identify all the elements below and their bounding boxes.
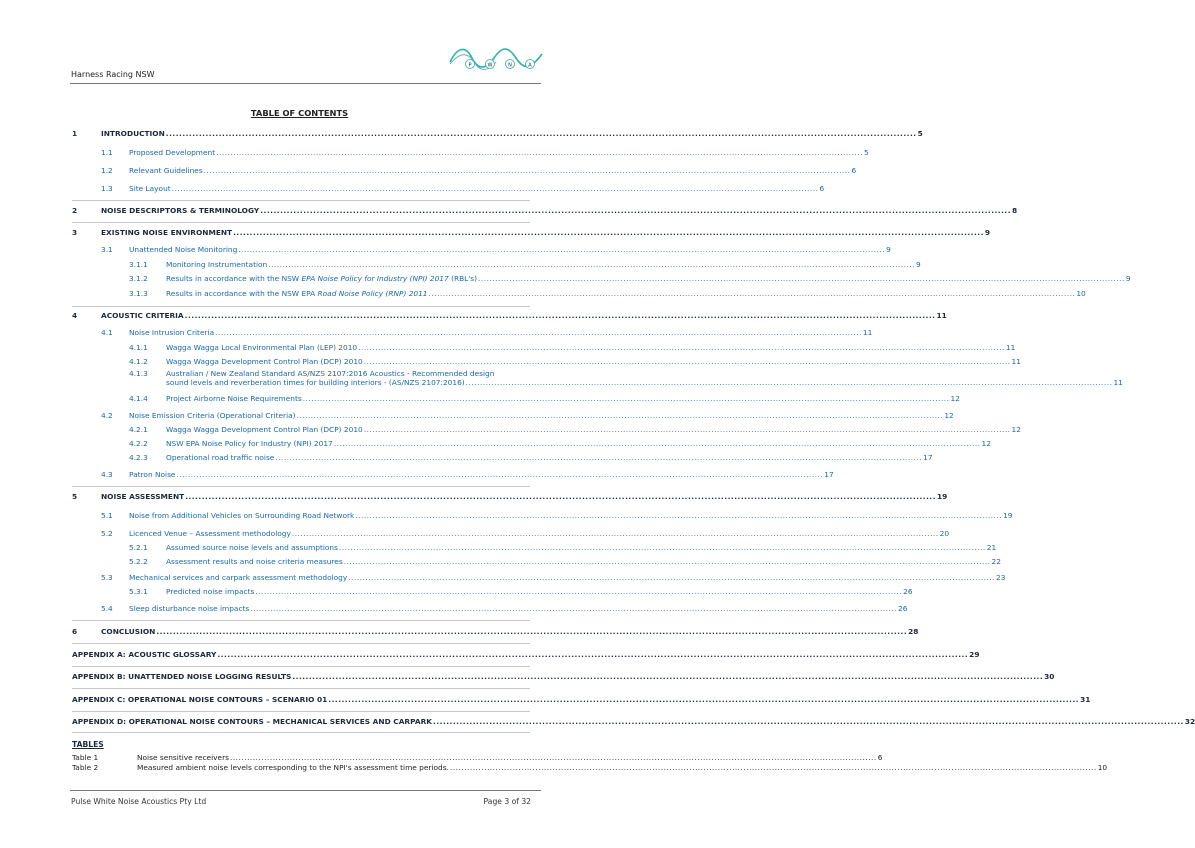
toc-entry-5-2-1[interactable] [72,543,997,552]
toc-entry-page: 26 [898,604,908,613]
toc-entry-title: Wagga Wagga Development Control Plan (DCP) 2010 [166,425,363,434]
toc-entry-appendix-a[interactable] [72,650,980,659]
toc-leader [217,650,968,659]
toc-entry-page: 21 [986,543,997,552]
toc-entry-title: NSW EPA Noise Policy for Industry (NPI) 2017 [166,439,333,448]
toc-entry-page: 28 [908,627,919,636]
toc-leader [358,343,1005,352]
section-divider [72,643,530,644]
logo-letter-p: P [468,62,472,69]
toc-entry-number: 4.1.2 [129,357,148,366]
toc-entry-page: 11 [936,311,947,320]
toc-entry-page: 19 [937,492,948,501]
toc-entry-3-1[interactable] [72,245,891,254]
toc-entry-title: Patron Noise [129,470,176,479]
toc-entry-title: INTRODUCTION [101,129,165,138]
toc-entry-title: Unattended Noise Monitoring [129,245,238,254]
toc-entry-page: 29 [969,650,980,659]
toc-entry-page: 17 [923,453,933,462]
table-title: Noise sensitive receivers [137,753,229,762]
toc-leader [238,245,885,254]
toc-leader [364,357,1011,366]
toc-entry-title: EXISTING NOISE ENVIRONMENT [101,228,233,237]
toc-entry-page: 6 [851,166,857,175]
toc-entry-5[interactable] [72,492,948,501]
table-label: Table 1 [72,753,99,762]
toc-entry-1[interactable] [72,129,923,138]
toc-entry-number: 2 [72,206,78,215]
toc-entry-title: Proposed Development [129,148,216,157]
toc-entry-number: 6 [72,627,78,636]
client-name: Harness Racing NSW [71,70,155,79]
toc-entry-title: Sleep disturbance noise impacts [129,604,250,613]
toc-entry-number: 1.3 [101,184,113,193]
toc-entry-number: 3.1.3 [129,289,148,298]
toc-entry-4-2-3[interactable] [72,453,933,462]
toc-entry-page: 11 [862,328,873,337]
title-line-2-row [166,378,1123,387]
toc-entry-page: 23 [996,573,1006,582]
tables-heading: TABLES [72,740,104,749]
toc-entry-1-3[interactable] [72,184,825,193]
toc-leader [450,763,1097,772]
toc-entry-page: 9 [886,245,891,254]
toc-entry-number: 4.2.3 [129,453,148,462]
toc-entry-number: 3 [72,228,78,237]
toc-entry-page: 22 [991,557,1001,566]
toc-entry-number: 5.4 [101,604,113,613]
toc-entry-number: 4.1.4 [129,394,148,403]
toc-leader [334,439,981,448]
table-title: Measured ambient noise levels corresponding to the NPI's assessment time periods. [137,763,449,772]
toc-entry-4-1[interactable] [72,328,873,337]
toc-entry-page: 17 [824,470,834,479]
toc-entry-number: 1.2 [101,166,113,175]
toc-entry-1-1[interactable] [72,148,869,157]
toc-entry-4-1-1[interactable] [72,343,1016,352]
toc-entry-title: APPENDIX C: OPERATIONAL NOISE CONTOURS – SCENARIO 01 [72,695,328,704]
toc-entry-4-1-2[interactable] [72,357,1021,366]
toc-entry-page: 11 [1011,357,1021,366]
toc-entry-page: 5 [863,148,869,157]
logo-letter-a: A [528,62,532,69]
toc-entry-page: 31 [1080,695,1091,704]
toc-entry-1-2[interactable] [72,166,857,175]
toc-leader [185,311,936,320]
toc-entry-title: ACOUSTIC CRITERIA [101,311,184,320]
toc-entry-4-2[interactable] [72,411,954,420]
toc-leader [275,453,922,462]
toc-entry-page: 12 [1011,425,1021,434]
toc-leader [185,492,936,501]
toc-entry-number: 4.1.3 [129,369,148,378]
toc-entry-title: Project Airborne Noise Requirements [166,394,302,403]
toc-entry-number: 3.1.1 [129,260,148,269]
toc-leader [292,672,1043,681]
toc-entry-title: Site Layout [129,184,171,193]
section-divider [72,732,530,733]
toc-entry-appendix-b[interactable] [72,672,1055,681]
toc-entry-page: 12 [950,394,960,403]
logo-letter-n: N [508,62,512,69]
toc-entry-title: Noise Emission Criteria (Operational Criteria) [129,411,296,420]
toc-leader [348,573,995,582]
toc-entry-3-1-1[interactable] [72,260,921,269]
title-emphasis: EPA Noise Policy for Industry (NPI) 2017 [301,274,449,283]
toc-entry-5-3[interactable] [72,573,1006,582]
toc-leader [292,529,939,538]
toc-entry-title: Predicted noise impacts [166,587,255,596]
toc-leader [255,587,902,596]
toc-entry-page: 11 [1005,343,1016,352]
toc-entry-title: APPENDIX D: OPERATIONAL NOISE CONTOURS – MECHANICAL SERVICES AND CARPARK [72,717,433,726]
toc-entry-number: 4.3 [101,470,113,479]
toc-entry-title: Monitoring Instrumentation [166,260,268,269]
toc-entry-5-2[interactable] [72,529,950,538]
toc-leader [204,166,851,175]
toc-entry-title: Licenced Venue – Assessment methodology [129,529,291,538]
toc-entry-appendix-d[interactable] [72,717,1195,726]
footer-divider [70,790,541,791]
toc-entry-4[interactable] [72,311,947,320]
toc-entry-3-1-3[interactable] [72,289,1086,298]
toc-entry-title: NOISE ASSESSMENT [101,492,185,501]
toc-entry-page: 11 [1113,378,1123,387]
section-divider [72,222,530,223]
toc-entry-title: CONCLUSION [101,627,156,636]
toc-entry-number: 5.3.1 [129,587,148,596]
toc-entry-number: 5.3 [101,573,113,582]
title-emphasis: Road Noise Policy (RNP) 2011 [317,289,428,298]
toc-leader [215,328,862,337]
title-line-1: Australian / New Zealand Standard AS/NZS 2107:2016 Acoustics - Recommended design [166,369,495,378]
toc-entry-page: 12 [981,439,991,448]
logo-letter-w: W [487,62,493,69]
toc-leader [230,753,877,762]
toc-entry-title: Assumed source noise levels and assumptions [166,543,338,552]
footer-company: Pulse White Noise Acoustics Pty Ltd [71,797,207,806]
toc-entry-2[interactable] [72,206,1018,215]
title-text: Results in accordance with the NSW EPA [166,289,318,298]
toc-entry-number: 1 [72,129,78,138]
toc-entry-title: Wagga Wagga Development Control Plan (DCP) 2010 [166,357,363,366]
toc-entry-4-2-1[interactable] [72,425,1021,434]
pwna-logo [448,42,544,72]
toc-leader [260,206,1011,215]
section-divider [72,711,530,712]
toc-entry-number: 4.2 [101,411,113,420]
toc-entry-number: 5.2.1 [129,543,148,552]
header-divider [70,83,541,84]
toc-leader [216,148,863,157]
toc-entry-number: 3.1.2 [129,274,148,283]
toc-entry-title: Noise Intrusion Criteria [129,328,215,337]
toc-title: TABLE OF CONTENTS [250,108,349,118]
toc-entry-4-1-4[interactable] [72,394,960,403]
toc-entry-title: NOISE DESCRIPTORS & TERMINOLOGY [101,206,260,215]
section-divider [72,666,530,667]
toc-leader [433,717,1184,726]
toc-entry-5-1[interactable] [72,511,1013,520]
toc-entry-page: 9 [984,228,991,237]
toc-entry-appendix-c[interactable] [72,695,1091,704]
table-page: 6 [877,753,883,762]
toc-entry-title: APPENDIX A: ACOUSTIC GLOSSARY [72,650,217,659]
toc-entry-number: 4.1.1 [129,343,148,352]
toc-entry-title: Wagga Wagga Local Environmental Plan (LEP) 2010 [166,343,358,352]
table-page: 10 [1097,763,1108,772]
toc-entry-number: 5.1 [101,511,113,520]
toc-leader [268,260,915,269]
toc-leader [328,695,1079,704]
toc-entry-number: 4.2.2 [129,439,148,448]
toc-entry-title [166,369,1123,387]
toc-leader [429,289,1076,298]
section-divider [72,200,530,201]
toc-leader [466,378,1113,387]
toc-leader [176,470,823,479]
toc-entry-page: 9 [916,260,921,269]
toc-entry-page: 30 [1044,672,1055,681]
toc-leader [478,274,1125,283]
toc-entry-title: APPENDIX B: UNATTENDED NOISE LOGGING RESULTS [72,672,292,681]
toc-entry-3[interactable] [72,228,991,237]
toc-entry-4-1-3[interactable] [72,369,1123,387]
toc-leader [303,394,950,403]
toc-entry-title [166,274,477,283]
toc-entry-page: 9 [1125,274,1131,283]
title-text: Results in accordance with the NSW [166,274,302,283]
title-text-suffix: (RBL's) [448,274,478,283]
toc-entry-number: 1.1 [101,148,113,157]
toc-leader [156,627,907,636]
toc-entry-page: 26 [903,587,913,596]
toc-entry-page: 6 [819,184,825,193]
toc-leader [344,557,991,566]
toc-leader [355,511,1002,520]
toc-entry-page: 12 [944,411,954,420]
toc-entry-page: 5 [917,129,923,138]
toc-entry-5-3-1[interactable] [72,587,913,596]
toc-entry-title: Noise from Additional Vehicles on Surrounding Road Network [129,511,355,520]
toc-entry-number: 5.2.2 [129,557,148,566]
toc-entry-number: 5 [72,492,78,501]
toc-leader [364,425,1011,434]
toc-entry-5-2-2[interactable] [72,557,1001,566]
toc-entry-title: Operational road traffic noise [166,453,275,462]
toc-entry-title: Assessment results and noise criteria measures [166,557,343,566]
section-divider [72,688,530,689]
toc-entry-title: Mechanical services and carpark assessment methodology [129,573,348,582]
page-number: Page 3 of 32 [483,797,531,806]
section-divider [72,620,530,621]
title-line-2: sound levels and reverberation times for building interiors - (AS/NZS 2107:2016) [166,378,465,387]
toc-entry-4-2-2[interactable] [72,439,991,448]
table-list-item-1[interactable] [72,753,883,762]
toc-entry-page: 19 [1003,511,1013,520]
toc-entry-5-4[interactable] [72,604,908,613]
toc-entry-title [166,289,428,298]
toc-entry-number: 5.2 [101,529,113,538]
toc-entry-number: 4.2.1 [129,425,148,434]
toc-entry-4-3[interactable] [72,470,834,479]
toc-entry-6[interactable] [72,627,919,636]
toc-entry-number: 4.1 [101,328,113,337]
toc-entry-title: Relevant Guidelines [129,166,203,175]
toc-leader [297,411,944,420]
toc-entry-page: 20 [939,529,950,538]
toc-leader [233,228,984,237]
toc-leader [166,129,917,138]
table-list-item-2[interactable] [72,763,1108,772]
toc-entry-number: 4 [72,311,78,320]
toc-leader [339,543,986,552]
toc-leader [172,184,819,193]
toc-leader [250,604,897,613]
toc-entry-page: 32 [1184,717,1195,726]
toc-entry-page: 10 [1076,289,1086,298]
toc-entry-3-1-2[interactable] [72,274,1131,283]
toc-entry-page: 8 [1012,206,1018,215]
section-divider [72,486,530,487]
section-divider [72,306,530,307]
table-label: Table 2 [72,763,99,772]
toc-entry-number: 3.1 [101,245,113,254]
